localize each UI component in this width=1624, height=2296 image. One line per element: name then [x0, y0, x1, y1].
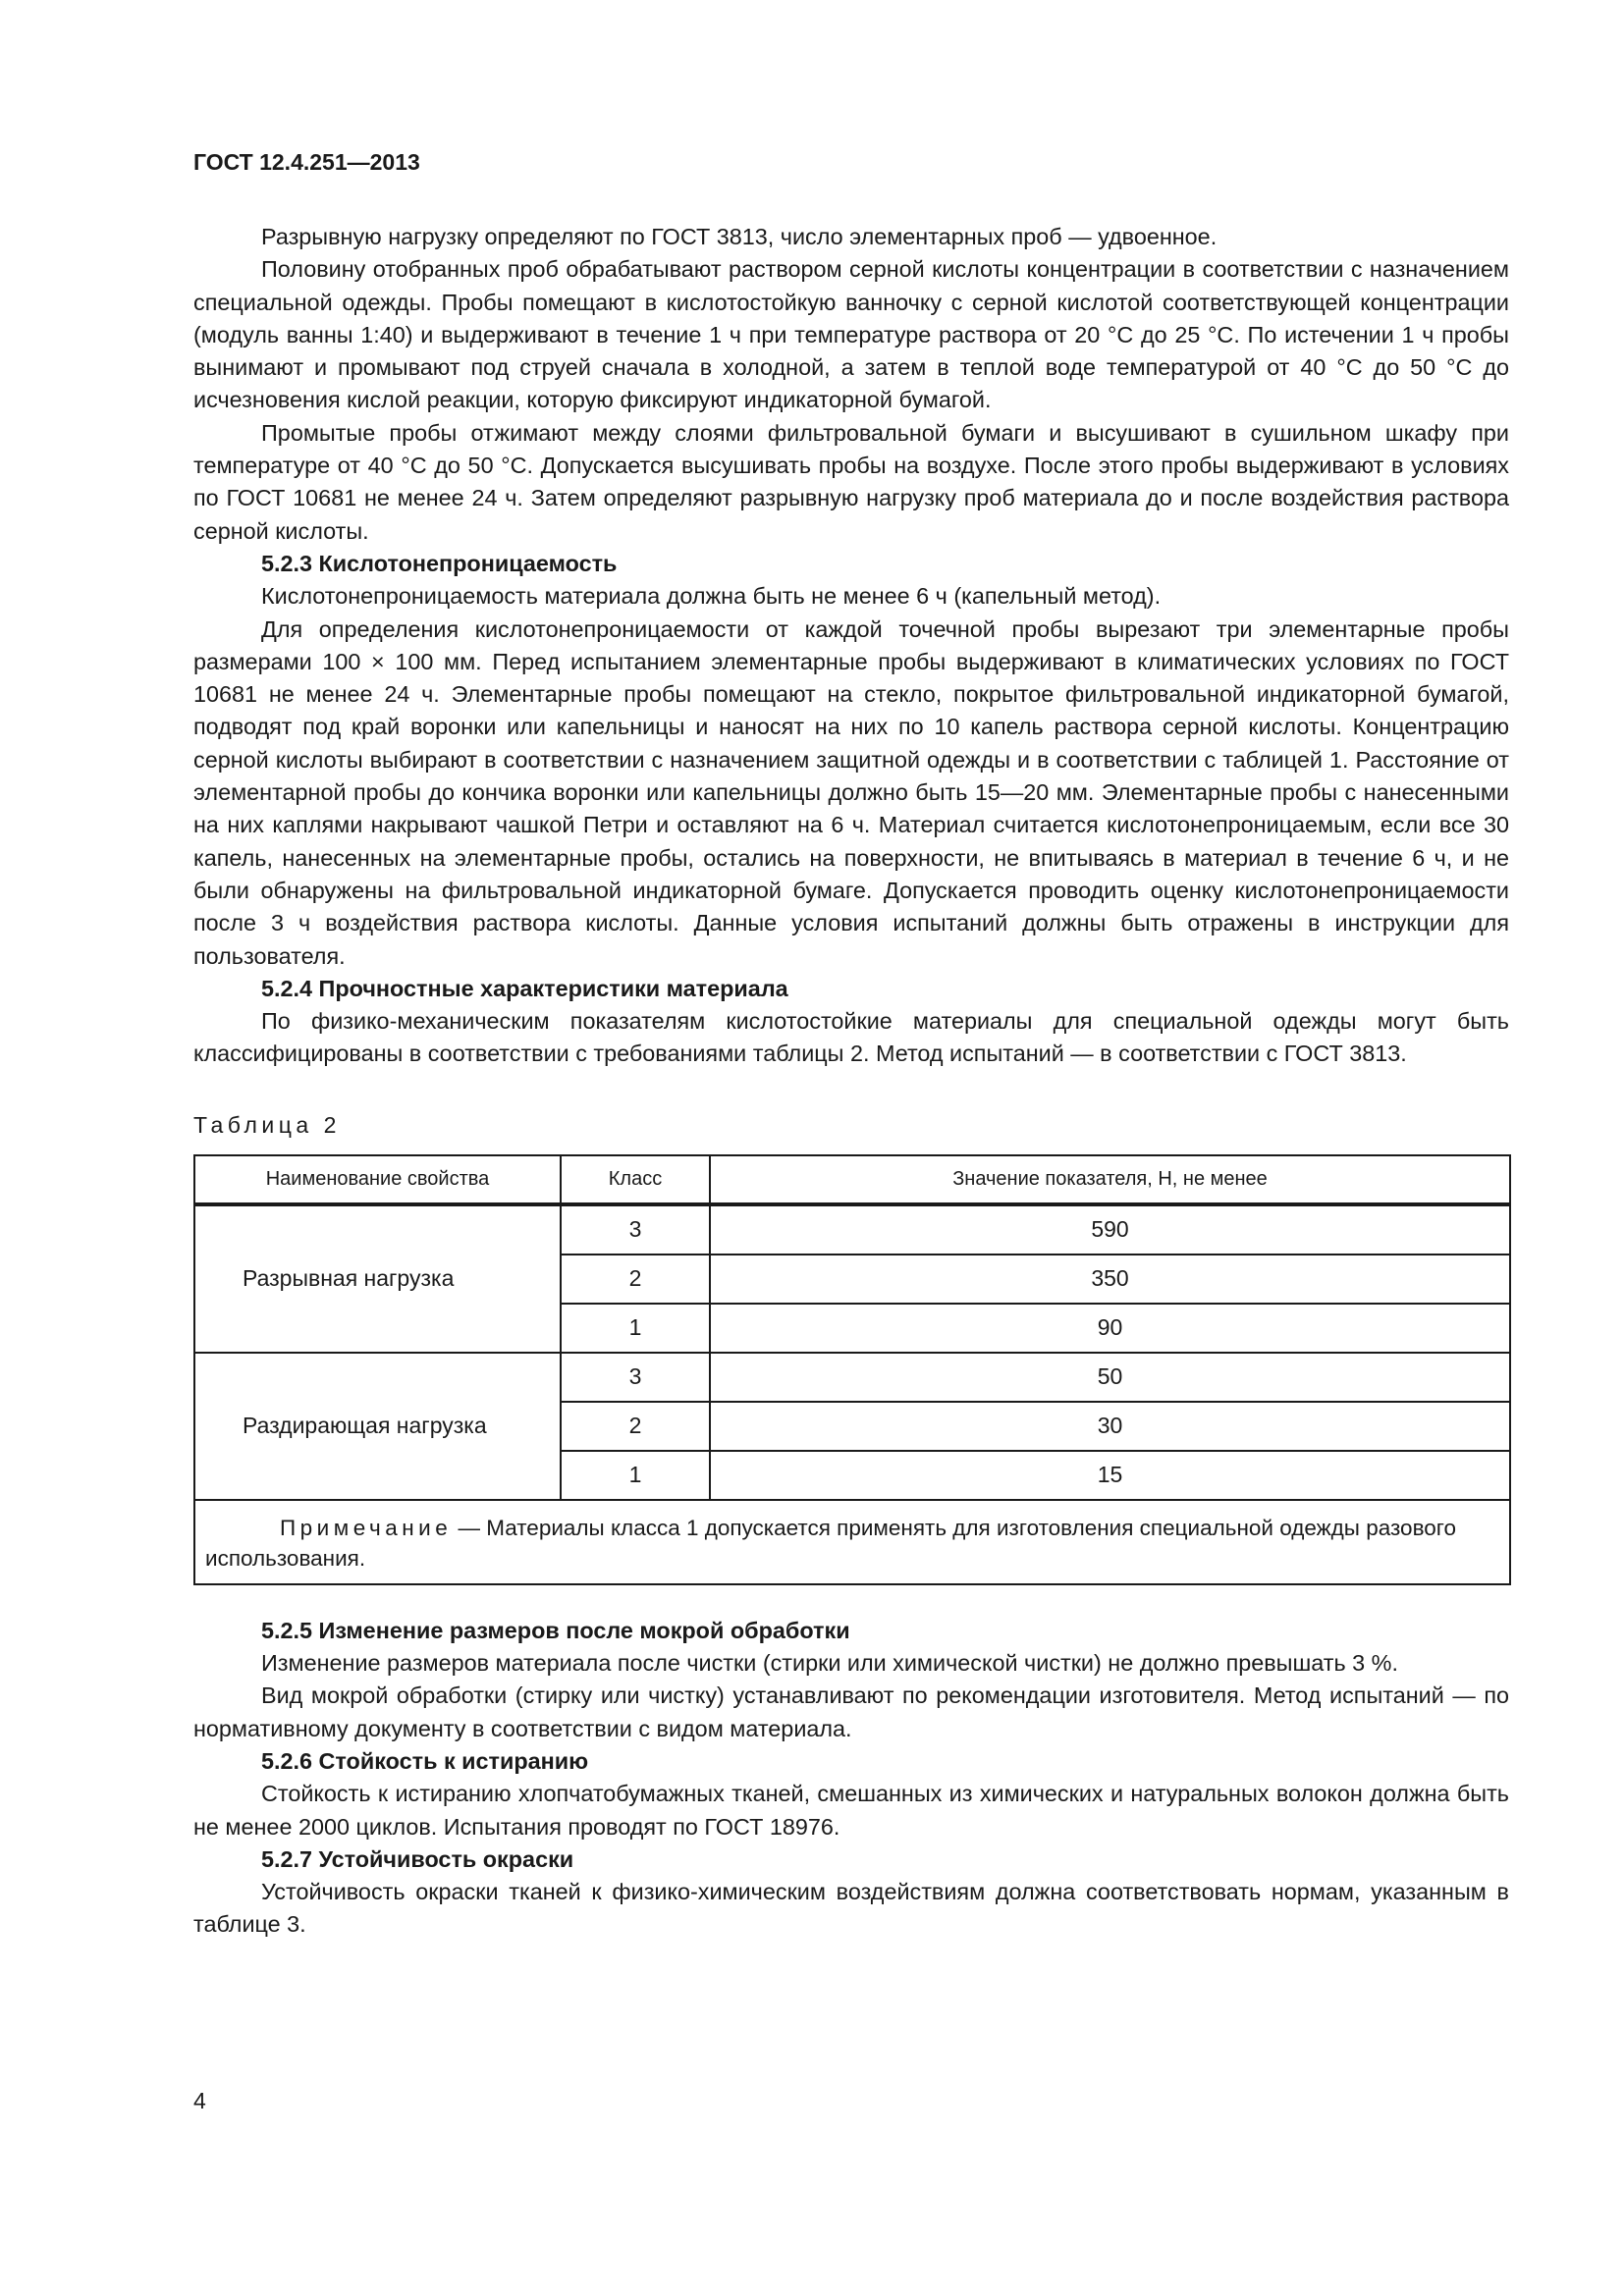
table-note-text: — Материалы класса 1 допускается применять для изготовления специальной одежды разового использования. [205, 1515, 1457, 1571]
table-row [194, 1204, 1510, 1255]
property-name-cell: Раздирающая нагрузка [194, 1353, 561, 1500]
value-cell: 590 [710, 1204, 1510, 1255]
value-cell: 15 [710, 1451, 1510, 1500]
class-cell: 2 [561, 1402, 710, 1451]
column-header-value: Значение показателя, Н, не менее [710, 1155, 1510, 1204]
paragraph: По физико-механическим показателям кислотостойкие материалы для специальной одежды могут быть классифицированы в соответствии с требованиями таблицы 2. Метод испытаний — в соответствии с ГОСТ 3813. [193, 1008, 1509, 1067]
paragraph: Вид мокрой обработки (стирку или чистку) устанавливают по рекомендации изготовителя. Метод испытаний — по нормативному документу в соответствии с видом материала. [193, 1682, 1509, 1741]
table-caption: Таблица 2 [193, 1111, 341, 1138]
paragraph: Стойкость к истиранию хлопчатобумажных тканей, смешанных из химических и натуральных волокон должна быть не менее 2000 циклов. Испытания проводят по ГОСТ 18976. [193, 1781, 1509, 1840]
paragraph: Кислотонепроницаемость материала должна быть не менее 6 ч (капельный метод). [261, 583, 1162, 610]
value-cell: 30 [710, 1402, 1510, 1451]
paragraph: Устойчивость окраски тканей к физико-химическим воздействиям должна соответствовать нормам, указанным в таблице 3. [193, 1879, 1509, 1938]
table-note-row [194, 1500, 1510, 1584]
section-heading: 5.2.6 Стойкость к истиранию [261, 1747, 589, 1774]
body-text-after-table [193, 1615, 1509, 1942]
table-note-cell [194, 1500, 1510, 1584]
page-number: 4 [193, 2088, 206, 2113]
section-heading: 5.2.3 Кислотонепроницаемость [261, 550, 618, 576]
value-cell: 50 [710, 1353, 1510, 1402]
paragraph: Половину отобранных проб обрабатывают раствором серной кислоты концентрации в соответствии с назначением специальной одежды. Пробы помещают в кислотостойкую ванночку с серной кислотой соответствующей концентрации (модуль ванны 1:40) и выдерживают в течение 1 ч при температуре раствора от 20 °С до 25 °С. По истечении 1 ч пробы вынимают и промывают под струей сначала в холодной, а затем в теплой воде температурой от 40 °С до 50 °С до исчезновения кислой реакции, которую фиксируют индикаторной бумагой. [193, 256, 1509, 413]
table-note-label: Примечание [280, 1515, 453, 1540]
class-cell: 1 [561, 1304, 710, 1353]
column-header-class: Класс [561, 1155, 710, 1204]
paragraph: Разрывную нагрузку определяют по ГОСТ 3813, число элементарных проб — удвоенное. [261, 224, 1218, 249]
class-cell: 2 [561, 1255, 710, 1304]
table-row [194, 1353, 1510, 1402]
class-cell: 1 [561, 1451, 710, 1500]
class-cell: 3 [561, 1353, 710, 1402]
paragraph: Изменение размеров материала после чистки (стирки или химической чистки) не должно превышать 3 %. [261, 1650, 1398, 1677]
property-name-cell: Разрывная нагрузка [194, 1204, 561, 1353]
section-heading: 5.2.4 Прочностные характеристики материала [261, 975, 788, 1001]
column-header-property: Наименование свойства [194, 1155, 561, 1204]
table-header-row [194, 1155, 1510, 1204]
value-cell: 90 [710, 1304, 1510, 1353]
section-heading: 5.2.5 Изменение размеров после мокрой обработки [261, 1617, 850, 1643]
section-heading: 5.2.7 Устойчивость окраски [261, 1845, 574, 1872]
class-cell: 3 [561, 1204, 710, 1255]
paragraph: Промытые пробы отжимают между слоями фильтровальной бумаги и высушивают в сушильном шкафу при температуре от 40 °С до 50 °С. Допускается высушивать пробы на воздухе. После этого пробы выдерживают в условиях по ГОСТ 10681 не менее 24 ч. Затем определяют разрывную нагрузку проб материала до и после воздействия раствора серной кислоты. [193, 419, 1509, 544]
body-text-before-table [193, 221, 1509, 1071]
value-cell: 350 [710, 1255, 1510, 1304]
document-code-header: ГОСТ 12.4.251—2013 [193, 149, 420, 175]
paragraph: Для определения кислотонепроницаемости от каждой точечной пробы вырезают три элементарные пробы размерами 100 × 100 мм. Перед испытанием элементарные пробы выдерживают в климатических условиях по ГОСТ 10681 не менее 24 ч. Элементарные пробы помещают на стекло, покрытое фильтровальной индикаторной бумагой, подводят под край воронки или капельницы и наносят на них по 10 капель раствора серной кислоты. Концентрацию серной кислоты выбирают в соответствии с назначением защитной одежды и в соответствии с таблицей 1. Расстояние от элементарной пробы до кончика воронки или капельницы должно быть 15—20 мм. Элементарные пробы с нанесенными на них каплями накрывают чашкой Петри и оставляют на 6 ч. Материал считается кислотонепроницаемым, если все 30 капель, нанесенных на элементарные пробы, остались на поверхности, не впитываясь в материал в течение 6 ч, и не были обнаружены на фильтровальной индикаторной бумаге. Допускается проводить оценку кислотонепроницаемости после 3 ч воздействия раствора кислоты. Данные условия испытаний должны быть отражены в инструкции для пользователя. [193, 615, 1509, 969]
properties-table [193, 1154, 1511, 1585]
document-page [193, 147, 1509, 1942]
